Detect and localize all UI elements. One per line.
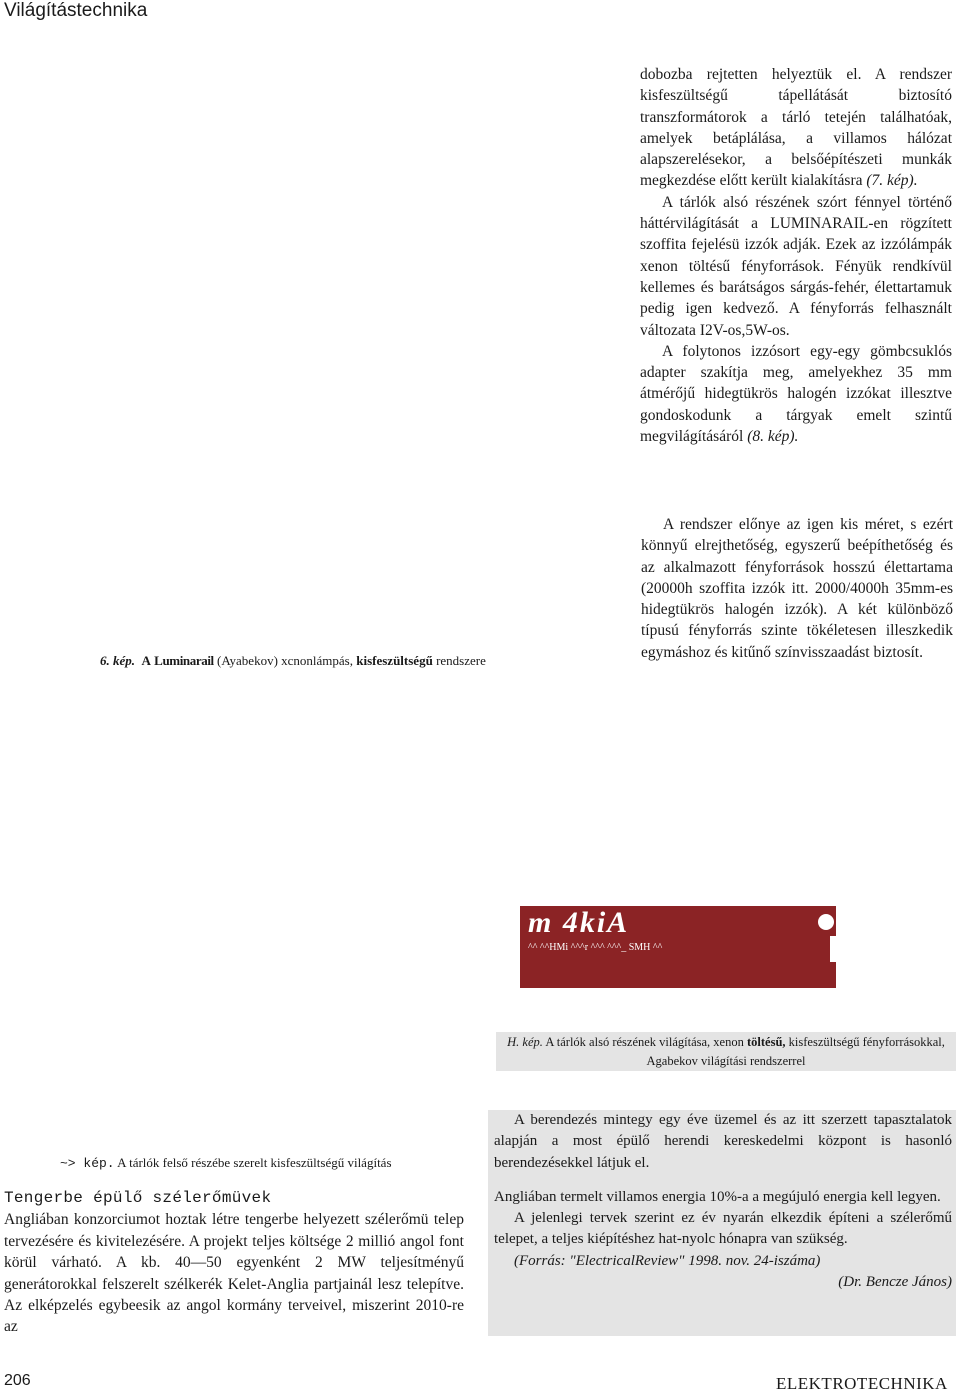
figure-caption-7: ~> kép. A tárlók felső részébe szerelt kisfeszültségű világítás bbox=[60, 1155, 392, 1171]
banner-edge bbox=[830, 936, 836, 962]
paragraph: A berendezés mintegy egy éve üzemel és az itt szerzett tapasztalatok alapján a most épülő herendi kereskedelmi központ is hasonló berendezésekkel látjuk el. bbox=[494, 1112, 952, 1171]
magazine-name: ELEKTROTECHNIKA bbox=[776, 1374, 948, 1393]
paragraph: A rendszer előnye az igen kis méret, s ezért könnyű elrejthetőség, egyszerű beépíthetőség és az alkalmazott fényforrások hosszú élettartama (20000h szoffita izzók itt. 2000/4000h 35mm-es hidegtükrös halogén izzók). A két különböző típusú fényforrás szinte tökéletesen illeszkedik egymáshoz és kitűnő színvisszaadást biztosít. bbox=[641, 516, 953, 661]
info-box bbox=[488, 1110, 956, 1336]
paragraph: A jelenlegi tervek szerint ez év nyarán elkezdik építeni a szélerőmű telepet, a teljes kiépítéshez hat-nyolc hónapra van szükség. bbox=[494, 1210, 952, 1248]
source-line: (Forrás: "ElectricalReview" 1998. nov. 24-iszáma) bbox=[514, 1252, 821, 1269]
dot-icon bbox=[818, 914, 834, 930]
figure-reference: (7. kép). bbox=[866, 172, 918, 190]
right-column-second bbox=[641, 514, 953, 663]
image-banner bbox=[520, 906, 836, 988]
paragraph: A folytonos izzósort egy-egy gömbcsuklós adapter szakítja meg, amelyekhez 35 mm átmérőjű hidegtükrös halogén izzókat illesztve gondoskodunk a tárgyak emelt szintű megvilágításáról (8. kép). bbox=[640, 342, 952, 446]
paragraph: dobozba rejtetten helyeztük el. A rendszer kisfeszültségű tápellátását biztosító transzformátorok a tárló tetején találhatóak, amelyek betáplálása, a villamos hálózat alapszerelésekor, a belsőépítészeti munkák megkezdése előtt került kialakításra (7. kép). bbox=[640, 66, 952, 190]
article bbox=[4, 1188, 464, 1338]
section-title: Világítástechnika bbox=[4, 0, 148, 21]
article-title: Tengerbe épülő szélerőmüvek bbox=[4, 1189, 272, 1207]
figure-caption-h: H. kép. A tárlók alsó részének világítása, xenon töltésű, kisfeszültségű fényforrásokkal, Agabekov világítási rendszerrel bbox=[496, 1032, 956, 1071]
figure-reference: (8. kép). bbox=[747, 428, 799, 446]
author-line: (Dr. Bencze János) bbox=[838, 1274, 952, 1291]
page-number: 206 bbox=[4, 1372, 31, 1389]
caption-label: 6. kép. bbox=[100, 653, 136, 668]
figure-caption-6: 6. kép. A Luminarail (Ayabekov) xcnonlámpás, kisfeszültségű rendszere bbox=[100, 653, 486, 668]
paragraph: Angliában termelt villamos energia 10%-a a megújuló energia kell legyen. bbox=[494, 1188, 941, 1205]
banner-text: m 4kiA bbox=[528, 906, 630, 939]
right-column-top bbox=[640, 64, 952, 447]
article-body: Angliában konzorciumot hoztak létre tengerbe helyezett szélerőmü telep tervezésére és kivitelezésére. A projekt teljes költsége 2 millió angol font körül várható. A kb. 40—50 egyenként 2 MW teljesítményű generátorokkal felszerelt szélkerék Kelet-Anglia partjainál lesz telepítve. Az elképzelés egybeesik az angol kormány terveivel, miszerint 2010-re az bbox=[4, 1211, 464, 1336]
paragraph: A tárlók alsó részének szórt fénnyel történő háttérvilágítását a LUMINARAIL-en rögzített szoffita fejelésü izzók adják. Ezek az izzólámpák xenon töltésű fényforrások. Fényük rendkívül kellemes és barátságos sárgás-fehér, élettartamuk pedig igen kedvező. A fényforrás felhasznált változata I2V-os,5W-os. bbox=[640, 193, 952, 339]
banner-subtext: ^^ ^^HMi ^^^r ^^^ ^^^_ SMH ^^ bbox=[528, 942, 663, 953]
